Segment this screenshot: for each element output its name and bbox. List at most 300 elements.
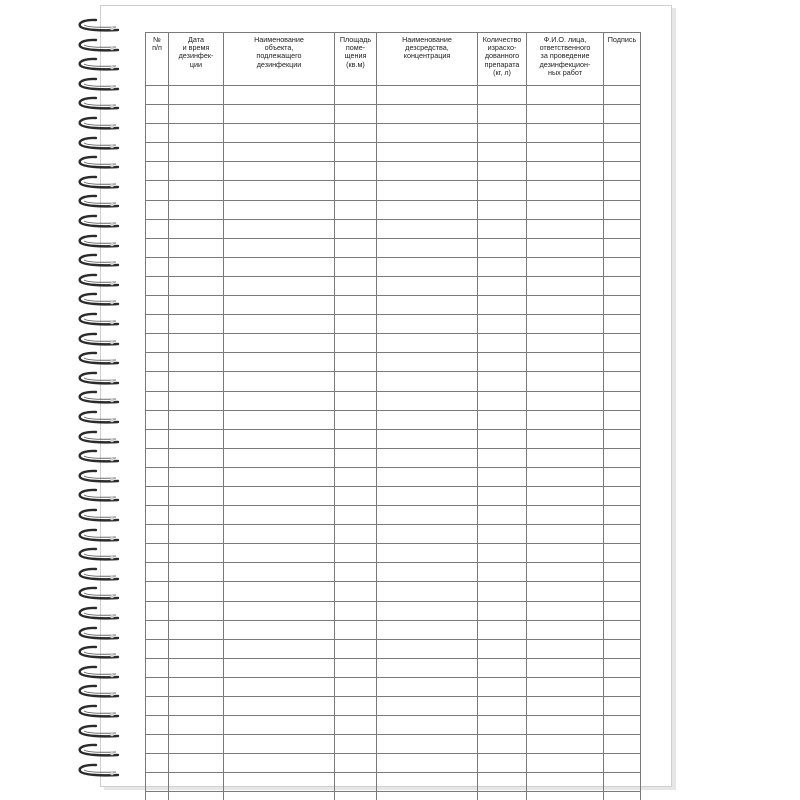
table-cell[interactable]: [335, 563, 377, 582]
table-cell[interactable]: [478, 181, 527, 200]
table-cell[interactable]: [169, 601, 224, 620]
table-cell[interactable]: [146, 486, 169, 505]
table-cell[interactable]: [527, 238, 604, 257]
table-cell[interactable]: [335, 219, 377, 238]
table-cell[interactable]: [527, 162, 604, 181]
table-cell[interactable]: [478, 276, 527, 295]
table-cell[interactable]: [377, 162, 478, 181]
table-cell[interactable]: [527, 391, 604, 410]
table-cell[interactable]: [224, 792, 335, 800]
table-cell[interactable]: [224, 563, 335, 582]
table-cell[interactable]: [224, 582, 335, 601]
table-cell[interactable]: [377, 105, 478, 124]
table-cell[interactable]: [335, 735, 377, 754]
table-cell[interactable]: [146, 143, 169, 162]
table-cell[interactable]: [224, 467, 335, 486]
table-cell[interactable]: [527, 124, 604, 143]
table-cell[interactable]: [377, 334, 478, 353]
table-cell[interactable]: [604, 410, 641, 429]
table-cell[interactable]: [527, 620, 604, 639]
table-cell[interactable]: [478, 334, 527, 353]
table-cell[interactable]: [335, 792, 377, 800]
table-cell[interactable]: [527, 334, 604, 353]
table-cell[interactable]: [527, 105, 604, 124]
table-cell[interactable]: [146, 372, 169, 391]
table-cell[interactable]: [335, 620, 377, 639]
table-cell[interactable]: [335, 86, 377, 105]
table-cell[interactable]: [335, 773, 377, 792]
table-cell[interactable]: [146, 525, 169, 544]
table-cell[interactable]: [527, 658, 604, 677]
table-cell[interactable]: [224, 334, 335, 353]
table-cell[interactable]: [146, 410, 169, 429]
table-cell[interactable]: [169, 200, 224, 219]
table-cell[interactable]: [169, 353, 224, 372]
table-cell[interactable]: [224, 697, 335, 716]
table-cell[interactable]: [335, 315, 377, 334]
table-cell[interactable]: [224, 525, 335, 544]
table-cell[interactable]: [604, 296, 641, 315]
table-cell[interactable]: [224, 238, 335, 257]
table-cell[interactable]: [169, 334, 224, 353]
table-cell[interactable]: [527, 296, 604, 315]
table-cell[interactable]: [146, 353, 169, 372]
table-cell[interactable]: [604, 105, 641, 124]
table-cell[interactable]: [335, 506, 377, 525]
table-cell[interactable]: [478, 315, 527, 334]
table-cell[interactable]: [335, 544, 377, 563]
table-cell[interactable]: [527, 677, 604, 696]
table-cell[interactable]: [604, 181, 641, 200]
table-cell[interactable]: [335, 525, 377, 544]
table-cell[interactable]: [377, 563, 478, 582]
table-cell[interactable]: [224, 620, 335, 639]
table-cell[interactable]: [478, 200, 527, 219]
table-cell[interactable]: [377, 620, 478, 639]
table-cell[interactable]: [478, 773, 527, 792]
table-cell[interactable]: [169, 86, 224, 105]
table-cell[interactable]: [377, 677, 478, 696]
table-cell[interactable]: [377, 296, 478, 315]
table-cell[interactable]: [604, 582, 641, 601]
table-cell[interactable]: [604, 620, 641, 639]
table-cell[interactable]: [527, 276, 604, 295]
table-cell[interactable]: [169, 620, 224, 639]
table-cell[interactable]: [335, 162, 377, 181]
table-cell[interactable]: [604, 257, 641, 276]
table-cell[interactable]: [527, 143, 604, 162]
table-cell[interactable]: [146, 257, 169, 276]
table-cell[interactable]: [377, 754, 478, 773]
table-cell[interactable]: [527, 563, 604, 582]
table-cell[interactable]: [335, 238, 377, 257]
table-cell[interactable]: [146, 697, 169, 716]
table-cell[interactable]: [224, 448, 335, 467]
table-cell[interactable]: [478, 410, 527, 429]
table-cell[interactable]: [169, 792, 224, 800]
table-cell[interactable]: [335, 754, 377, 773]
table-cell[interactable]: [169, 773, 224, 792]
table-cell[interactable]: [604, 124, 641, 143]
table-cell[interactable]: [527, 735, 604, 754]
table-cell[interactable]: [169, 181, 224, 200]
table-cell[interactable]: [478, 219, 527, 238]
table-cell[interactable]: [478, 353, 527, 372]
table-cell[interactable]: [224, 257, 335, 276]
table-cell[interactable]: [478, 124, 527, 143]
table-cell[interactable]: [146, 296, 169, 315]
table-cell[interactable]: [224, 391, 335, 410]
table-cell[interactable]: [604, 773, 641, 792]
table-cell[interactable]: [478, 143, 527, 162]
table-cell[interactable]: [169, 582, 224, 601]
table-cell[interactable]: [169, 448, 224, 467]
table-cell[interactable]: [335, 486, 377, 505]
table-cell[interactable]: [169, 735, 224, 754]
table-cell[interactable]: [604, 792, 641, 800]
table-cell[interactable]: [169, 506, 224, 525]
table-cell[interactable]: [169, 658, 224, 677]
table-cell[interactable]: [377, 353, 478, 372]
table-cell[interactable]: [527, 754, 604, 773]
table-cell[interactable]: [169, 162, 224, 181]
table-cell[interactable]: [146, 735, 169, 754]
table-cell[interactable]: [335, 200, 377, 219]
table-cell[interactable]: [527, 697, 604, 716]
table-cell[interactable]: [478, 257, 527, 276]
table-cell[interactable]: [169, 544, 224, 563]
table-cell[interactable]: [604, 697, 641, 716]
table-cell[interactable]: [224, 754, 335, 773]
table-cell[interactable]: [604, 219, 641, 238]
table-cell[interactable]: [527, 448, 604, 467]
table-cell[interactable]: [527, 601, 604, 620]
table-cell[interactable]: [527, 525, 604, 544]
table-cell[interactable]: [335, 276, 377, 295]
table-cell[interactable]: [478, 582, 527, 601]
table-cell[interactable]: [604, 525, 641, 544]
table-cell[interactable]: [478, 544, 527, 563]
table-cell[interactable]: [377, 181, 478, 200]
table-cell[interactable]: [335, 410, 377, 429]
table-cell[interactable]: [377, 773, 478, 792]
table-cell[interactable]: [604, 544, 641, 563]
table-cell[interactable]: [478, 238, 527, 257]
table-cell[interactable]: [224, 544, 335, 563]
table-cell[interactable]: [527, 792, 604, 800]
table-cell[interactable]: [335, 429, 377, 448]
table-cell[interactable]: [169, 486, 224, 505]
table-cell[interactable]: [224, 124, 335, 143]
table-cell[interactable]: [478, 391, 527, 410]
table-cell[interactable]: [377, 658, 478, 677]
table-cell[interactable]: [169, 639, 224, 658]
table-cell[interactable]: [224, 200, 335, 219]
table-cell[interactable]: [377, 219, 478, 238]
table-cell[interactable]: [527, 716, 604, 735]
table-cell[interactable]: [478, 754, 527, 773]
table-cell[interactable]: [224, 219, 335, 238]
table-cell[interactable]: [377, 525, 478, 544]
table-cell[interactable]: [146, 467, 169, 486]
table-cell[interactable]: [146, 716, 169, 735]
table-cell[interactable]: [169, 563, 224, 582]
table-cell[interactable]: [335, 334, 377, 353]
table-cell[interactable]: [146, 658, 169, 677]
table-cell[interactable]: [527, 486, 604, 505]
table-cell[interactable]: [146, 506, 169, 525]
table-cell[interactable]: [604, 372, 641, 391]
table-cell[interactable]: [478, 105, 527, 124]
table-cell[interactable]: [224, 143, 335, 162]
table-cell[interactable]: [169, 429, 224, 448]
table-cell[interactable]: [335, 353, 377, 372]
table-cell[interactable]: [224, 162, 335, 181]
table-cell[interactable]: [335, 582, 377, 601]
table-cell[interactable]: [604, 506, 641, 525]
table-cell[interactable]: [377, 467, 478, 486]
table-cell[interactable]: [377, 716, 478, 735]
table-cell[interactable]: [224, 181, 335, 200]
table-cell[interactable]: [335, 257, 377, 276]
table-cell[interactable]: [604, 353, 641, 372]
table-cell[interactable]: [146, 105, 169, 124]
table-cell[interactable]: [527, 257, 604, 276]
table-cell[interactable]: [604, 601, 641, 620]
table-cell[interactable]: [478, 429, 527, 448]
table-cell[interactable]: [169, 754, 224, 773]
table-cell[interactable]: [224, 86, 335, 105]
table-cell[interactable]: [478, 448, 527, 467]
table-cell[interactable]: [169, 716, 224, 735]
table-cell[interactable]: [335, 467, 377, 486]
table-cell[interactable]: [478, 658, 527, 677]
table-cell[interactable]: [335, 716, 377, 735]
table-cell[interactable]: [527, 181, 604, 200]
table-cell[interactable]: [169, 391, 224, 410]
table-cell[interactable]: [604, 162, 641, 181]
table-cell[interactable]: [335, 448, 377, 467]
table-cell[interactable]: [527, 429, 604, 448]
table-cell[interactable]: [527, 200, 604, 219]
table-cell[interactable]: [146, 162, 169, 181]
table-cell[interactable]: [335, 143, 377, 162]
table-cell[interactable]: [604, 238, 641, 257]
table-cell[interactable]: [146, 200, 169, 219]
table-cell[interactable]: [604, 276, 641, 295]
table-cell[interactable]: [377, 391, 478, 410]
table-cell[interactable]: [146, 582, 169, 601]
table-cell[interactable]: [224, 296, 335, 315]
table-cell[interactable]: [377, 238, 478, 257]
table-cell[interactable]: [478, 372, 527, 391]
table-cell[interactable]: [478, 162, 527, 181]
table-cell[interactable]: [146, 276, 169, 295]
table-cell[interactable]: [335, 697, 377, 716]
table-cell[interactable]: [335, 105, 377, 124]
table-cell[interactable]: [224, 601, 335, 620]
table-cell[interactable]: [527, 506, 604, 525]
table-cell[interactable]: [224, 410, 335, 429]
table-cell[interactable]: [146, 773, 169, 792]
table-cell[interactable]: [527, 467, 604, 486]
table-cell[interactable]: [478, 620, 527, 639]
table-cell[interactable]: [224, 677, 335, 696]
table-cell[interactable]: [146, 86, 169, 105]
table-cell[interactable]: [478, 677, 527, 696]
table-cell[interactable]: [527, 86, 604, 105]
table-cell[interactable]: [224, 735, 335, 754]
table-cell[interactable]: [527, 582, 604, 601]
table-cell[interactable]: [335, 639, 377, 658]
table-cell[interactable]: [478, 735, 527, 754]
table-cell[interactable]: [377, 448, 478, 467]
table-cell[interactable]: [604, 639, 641, 658]
table-cell[interactable]: [604, 315, 641, 334]
table-cell[interactable]: [377, 315, 478, 334]
table-cell[interactable]: [478, 86, 527, 105]
table-cell[interactable]: [377, 276, 478, 295]
table-cell[interactable]: [146, 391, 169, 410]
table-cell[interactable]: [335, 391, 377, 410]
table-cell[interactable]: [146, 448, 169, 467]
table-cell[interactable]: [146, 754, 169, 773]
table-cell[interactable]: [146, 334, 169, 353]
table-cell[interactable]: [527, 315, 604, 334]
table-cell[interactable]: [377, 143, 478, 162]
table-cell[interactable]: [146, 677, 169, 696]
table-cell[interactable]: [527, 639, 604, 658]
table-cell[interactable]: [169, 677, 224, 696]
table-cell[interactable]: [224, 315, 335, 334]
table-cell[interactable]: [169, 410, 224, 429]
table-cell[interactable]: [224, 429, 335, 448]
table-cell[interactable]: [169, 697, 224, 716]
table-cell[interactable]: [604, 735, 641, 754]
table-cell[interactable]: [146, 544, 169, 563]
table-cell[interactable]: [604, 754, 641, 773]
table-cell[interactable]: [604, 429, 641, 448]
table-cell[interactable]: [604, 677, 641, 696]
table-cell[interactable]: [478, 697, 527, 716]
table-cell[interactable]: [377, 257, 478, 276]
table-cell[interactable]: [377, 410, 478, 429]
table-cell[interactable]: [146, 639, 169, 658]
table-cell[interactable]: [169, 143, 224, 162]
table-cell[interactable]: [377, 86, 478, 105]
table-cell[interactable]: [527, 410, 604, 429]
table-cell[interactable]: [146, 620, 169, 639]
table-cell[interactable]: [169, 296, 224, 315]
table-cell[interactable]: [527, 372, 604, 391]
table-cell[interactable]: [604, 563, 641, 582]
table-cell[interactable]: [224, 506, 335, 525]
table-cell[interactable]: [335, 181, 377, 200]
table-cell[interactable]: [335, 658, 377, 677]
table-cell[interactable]: [335, 124, 377, 143]
table-cell[interactable]: [478, 792, 527, 800]
table-cell[interactable]: [224, 105, 335, 124]
table-cell[interactable]: [146, 315, 169, 334]
table-cell[interactable]: [224, 639, 335, 658]
table-cell[interactable]: [377, 601, 478, 620]
table-cell[interactable]: [478, 601, 527, 620]
table-cell[interactable]: [169, 276, 224, 295]
table-cell[interactable]: [169, 219, 224, 238]
table-cell[interactable]: [224, 773, 335, 792]
table-cell[interactable]: [224, 658, 335, 677]
table-cell[interactable]: [604, 486, 641, 505]
table-cell[interactable]: [146, 219, 169, 238]
table-cell[interactable]: [604, 200, 641, 219]
table-cell[interactable]: [169, 315, 224, 334]
table-cell[interactable]: [377, 582, 478, 601]
table-cell[interactable]: [377, 544, 478, 563]
table-cell[interactable]: [377, 639, 478, 658]
table-cell[interactable]: [146, 238, 169, 257]
table-cell[interactable]: [224, 716, 335, 735]
table-cell[interactable]: [146, 792, 169, 800]
table-cell[interactable]: [604, 143, 641, 162]
table-cell[interactable]: [478, 486, 527, 505]
table-cell[interactable]: [169, 257, 224, 276]
table-cell[interactable]: [527, 219, 604, 238]
table-cell[interactable]: [146, 601, 169, 620]
table-cell[interactable]: [478, 296, 527, 315]
table-cell[interactable]: [146, 124, 169, 143]
table-cell[interactable]: [604, 448, 641, 467]
table-cell[interactable]: [224, 276, 335, 295]
table-cell[interactable]: [478, 467, 527, 486]
table-cell[interactable]: [478, 525, 527, 544]
table-cell[interactable]: [478, 639, 527, 658]
table-cell[interactable]: [377, 506, 478, 525]
table-cell[interactable]: [377, 200, 478, 219]
table-cell[interactable]: [478, 716, 527, 735]
table-cell[interactable]: [527, 544, 604, 563]
table-cell[interactable]: [377, 735, 478, 754]
table-cell[interactable]: [335, 677, 377, 696]
table-cell[interactable]: [146, 563, 169, 582]
table-cell[interactable]: [335, 601, 377, 620]
table-cell[interactable]: [377, 124, 478, 143]
table-cell[interactable]: [527, 773, 604, 792]
table-cell[interactable]: [377, 792, 478, 800]
table-cell[interactable]: [604, 467, 641, 486]
table-cell[interactable]: [169, 105, 224, 124]
table-cell[interactable]: [335, 296, 377, 315]
table-cell[interactable]: [169, 525, 224, 544]
table-cell[interactable]: [146, 429, 169, 448]
table-cell[interactable]: [169, 467, 224, 486]
table-cell[interactable]: [478, 563, 527, 582]
table-cell[interactable]: [377, 697, 478, 716]
table-cell[interactable]: [224, 372, 335, 391]
table-cell[interactable]: [224, 353, 335, 372]
table-cell[interactable]: [169, 238, 224, 257]
table-cell[interactable]: [604, 658, 641, 677]
table-cell[interactable]: [604, 391, 641, 410]
table-cell[interactable]: [377, 429, 478, 448]
table-cell[interactable]: [604, 86, 641, 105]
table-cell[interactable]: [377, 486, 478, 505]
table-cell[interactable]: [169, 124, 224, 143]
table-cell[interactable]: [377, 372, 478, 391]
table-cell[interactable]: [335, 372, 377, 391]
table-cell[interactable]: [169, 372, 224, 391]
table-cell[interactable]: [604, 334, 641, 353]
table-cell[interactable]: [604, 716, 641, 735]
